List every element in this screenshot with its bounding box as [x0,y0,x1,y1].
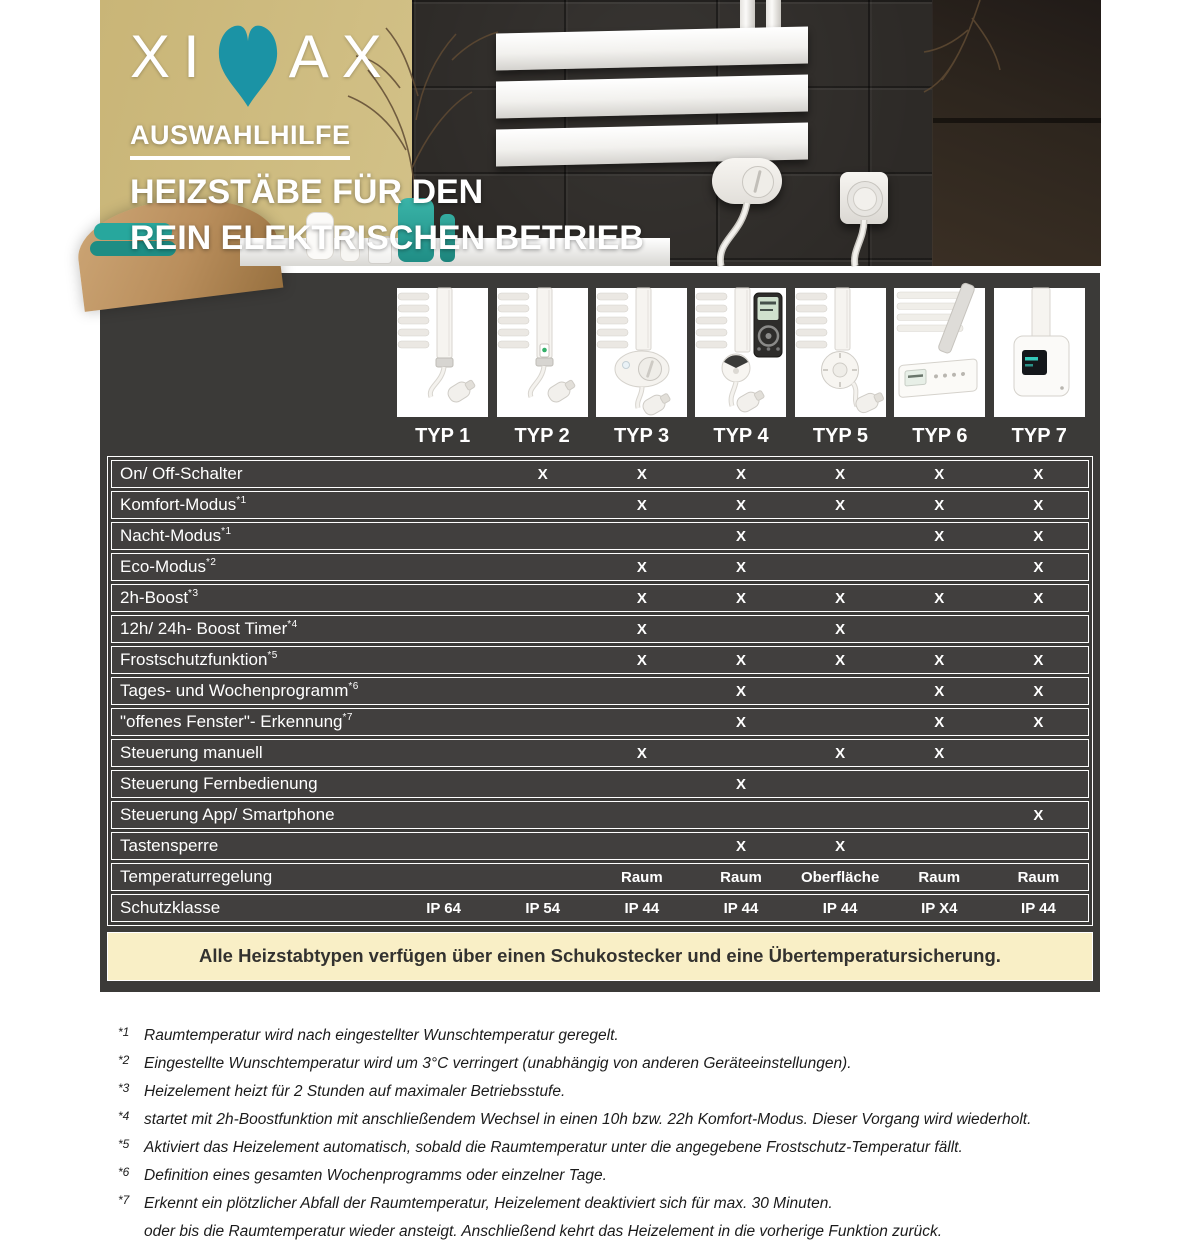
footnote-marker: *5 [118,1137,130,1151]
feature-label: 2h-Boost$^{*3}$ [120,588,199,607]
product-image-typ-3 [596,288,687,417]
feature-label: Steuerung App/ Smartphone [120,805,335,824]
footnote: *5 Aktiviert das Heizelement automatisch, sobald die Raumtemperatur unter die angegebene Frostschutz-Temperatur fällt. [118,1134,1100,1162]
feature-check: X [735,558,746,576]
feature-check: X [835,837,846,855]
typ-label: TYP 6 [912,425,968,447]
feature-row [111,677,1089,705]
feature-check: X [735,527,746,545]
feature-check: X [537,465,548,483]
feature-row [111,894,1089,922]
feature-check: X [1033,806,1044,824]
product-slot [791,288,890,417]
feature-label: On/ Off-Schalter [120,464,243,483]
product-image-typ-4 [695,288,786,417]
feature-label: Temperaturregelung [120,867,273,886]
feature-check: X [835,465,846,483]
product-slot [691,288,790,417]
feature-check: X [735,837,746,855]
product-slot [990,288,1089,417]
typ-label: TYP 3 [613,425,670,447]
feature-row [111,832,1089,860]
feature-check: X [835,744,846,762]
feature-label: Frostschutzfunktion$^{*5}$ [120,650,278,669]
feature-value: IP 44 [822,899,858,917]
footnote: *2 Eingestellte Wunschtemperatur wird um 3°C verringert (unabhängig von anderen Geräteeinstellungen). [118,1050,1100,1078]
feature-value: IP 54 [525,899,561,917]
feature-row [111,460,1089,488]
feature-check: X [934,651,945,669]
feature-label: Schutzklasse [120,898,221,917]
feature-label: Tastensperre [120,836,219,855]
feature-row [111,491,1089,519]
feature-value: Raum [720,868,762,886]
product-image-typ-5 [795,288,886,417]
feature-check: X [1033,527,1044,545]
product-image-typ-2 [497,288,588,417]
footnote-continuation: oder bis die Raumtemperatur wieder ansteigt. Anschließend kehrt das Heizelement in die vorherige Funktion zurück. [144,1223,943,1240]
footnote: *6 Definition eines gesamten Wochenprogramms oder einzelner Tage. [118,1162,1100,1190]
feature-check: X [1033,465,1044,483]
feature-value: IP X4 [921,899,958,917]
feature-row [111,770,1089,798]
feature-check: X [835,651,846,669]
feature-check: X [636,589,647,607]
product-slot [890,288,989,417]
feature-label: Nacht-Modus$^{*1}$ [120,526,232,545]
footnote-marker: *4 [118,1109,130,1123]
feature-check: X [835,589,846,607]
feature-row [111,801,1089,829]
hero-title-line1: HEIZSTÄBE FÜR DEN [130,173,484,211]
feature-value: IP 44 [624,899,660,917]
feature-check: X [735,682,746,700]
product-image-typ-7 [994,288,1085,417]
feature-check: X [636,558,647,576]
feature-label: Eco-Modus$^{*2}$ [120,557,217,576]
feature-label: "offenes Fenster"- Erkennung$^{*7}$ [120,712,353,731]
product-slot [492,288,591,417]
typ-label: TYP 4 [713,425,769,447]
feature-check: X [735,589,746,607]
feature-check: X [735,496,746,514]
feature-label: 12h/ 24h- Boost Timer$^{*4}$ [120,619,298,638]
hero-title-line2: REIN ELEKTRISCHEN BETRIEB [130,219,644,257]
feature-check: X [636,620,647,638]
product-slot [592,288,691,417]
hero-banner [100,0,1100,266]
footnote: *1 Raumtemperatur wird nach eingestellter Wunschtemperatur geregelt. [118,1022,1100,1050]
feature-row [111,646,1089,674]
feature-check: X [636,651,647,669]
feature-check: X [835,620,846,638]
typ-label: TYP 1 [415,425,471,447]
feature-check: X [934,465,945,483]
feature-row [111,615,1089,643]
note-bar: Alle Heizstabtypen verfügen über einen Schukostecker und eine Übertemperatursicherung. [107,932,1093,981]
logo-letters-pre: XI [130,23,213,90]
feature-check: X [735,465,746,483]
feature-label: Steuerung manuell [120,743,263,762]
feature-check: X [835,496,846,514]
product-images-row [111,288,1089,417]
footnotes [118,1022,1100,1246]
footnote: *7 Erkennt ein plötzlicher Abfall der Raumtemperatur, Heizelement deaktiviert sich für max. 30 Minuten. [118,1190,1100,1218]
typ-labels-row [111,417,1089,454]
ximax-logo [130,14,644,106]
product-image-typ-1 [397,288,488,417]
feature-check: X [1033,651,1044,669]
typ-label: TYP 5 [812,425,869,447]
footnote: *3 Heizelement heizt für 2 Stunden auf maximaler Betriebsstufe. [118,1078,1100,1106]
feature-check: X [1033,682,1044,700]
footnote-marker: *3 [118,1081,130,1095]
feature-check: X [934,527,945,545]
feature-row [111,553,1089,581]
feature-check: X [735,713,746,731]
hero-kicker: AUSWAHLHILFE [130,120,350,160]
feature-value: IP 44 [723,899,759,917]
footnote: *4 startet mit 2h-Boostfunktion mit anschließendem Wechsel in einen 10h bzw. 22h Komfort-Modus. Dieser Vorgang wird wiederholt. [118,1106,1100,1134]
feature-check: X [735,775,746,793]
feature-check: X [636,496,647,514]
product-image-typ-6 [894,288,985,417]
feature-check: X [934,744,945,762]
feature-check: X [934,713,945,731]
feature-row [111,522,1089,550]
feature-value: IP 64 [426,899,461,917]
product-slot [393,288,492,417]
feature-check: X [934,589,945,607]
feature-label: Komfort-Modus$^{*1}$ [120,495,247,514]
feature-rows [107,456,1093,926]
comparison-board [100,273,1100,992]
feature-row [111,863,1089,891]
feature-check: X [1033,558,1044,576]
feature-label: Tages- und Wochenprogramm$^{*6}$ [120,681,359,700]
typ-label: TYP 2 [514,425,570,447]
feature-check: X [735,651,746,669]
hero-text-block [130,14,644,261]
feature-check: X [1033,589,1044,607]
feature-check: X [1033,713,1044,731]
footnote-marker: *6 [118,1165,130,1179]
hero-title [130,169,644,261]
footnote-marker: *7 [118,1193,130,1207]
feature-check: X [636,744,647,762]
feature-check: X [1033,496,1044,514]
feature-check: X [934,496,945,514]
feature-check: X [934,682,945,700]
typ-label: TYP 7 [1011,425,1067,447]
feature-value: Raum [918,868,961,886]
feature-value: Oberfläche [800,868,880,886]
feature-row [111,584,1089,612]
feature-value: Raum [1017,868,1060,886]
feature-value: Raum [621,868,663,886]
ximax-m-mark-icon [209,18,287,110]
feature-row [111,739,1089,767]
feature-label: Steuerung Fernbedienung [120,774,318,793]
feature-check: X [636,465,647,483]
feature-row [111,708,1089,736]
feature-value: IP 44 [1021,899,1056,917]
footnote-marker: *2 [118,1053,130,1067]
footnote-marker: *1 [118,1025,130,1039]
logo-letters-post: AX [288,23,395,90]
